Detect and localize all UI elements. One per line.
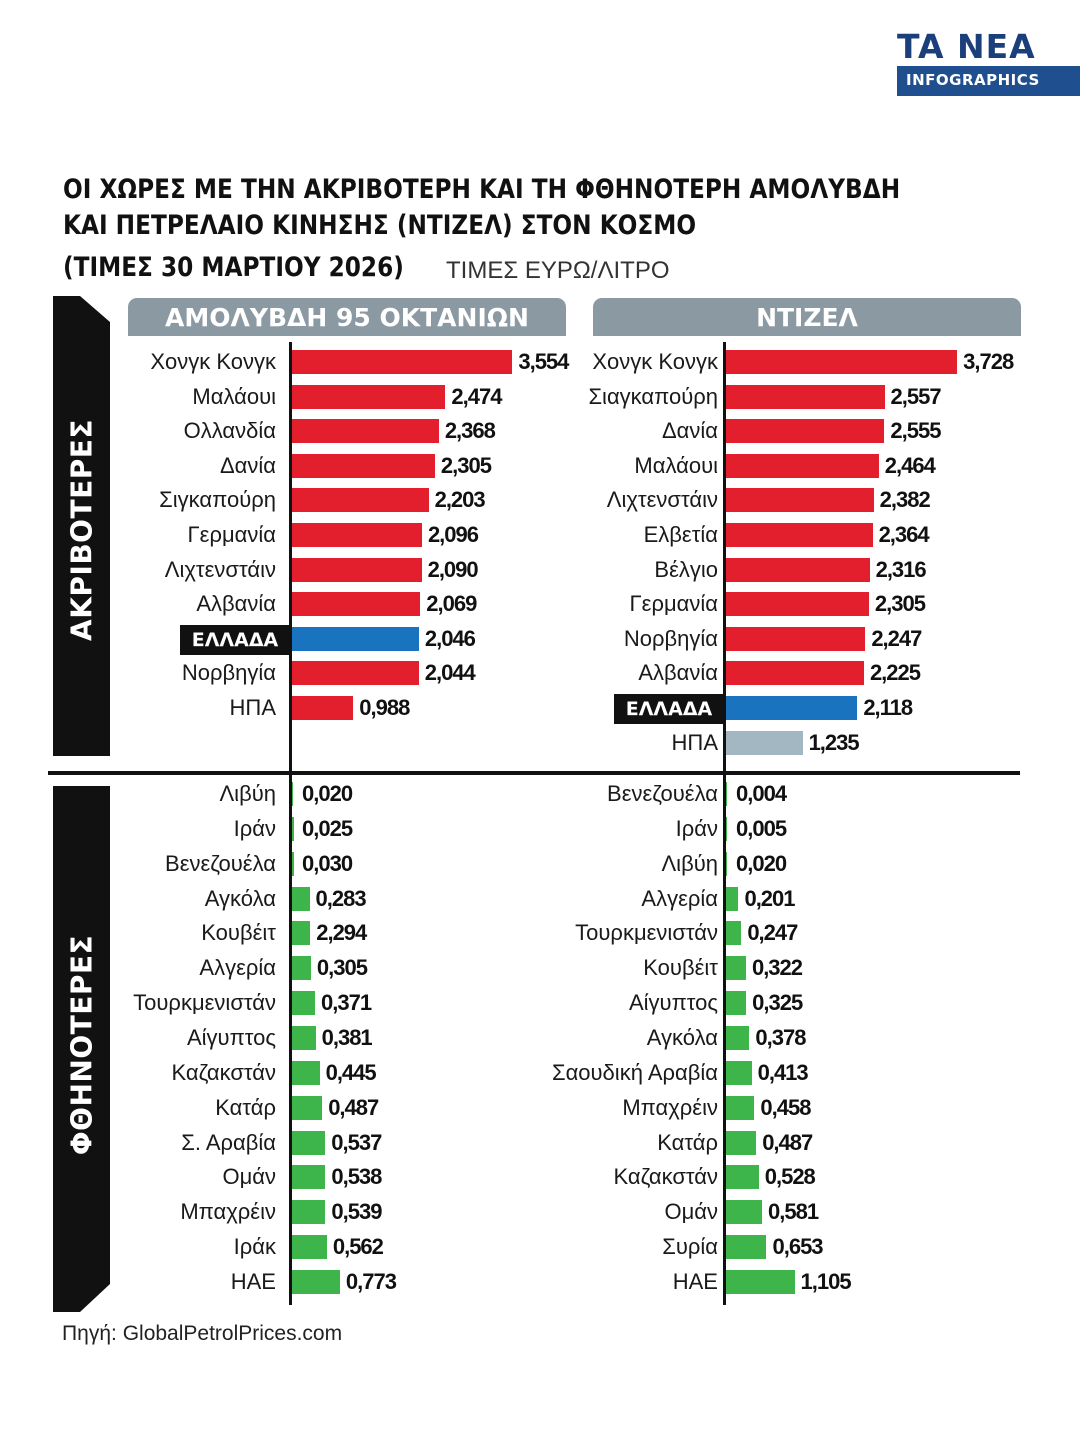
gasoline-cheap-country-label: Ιράν bbox=[233, 815, 276, 841]
gasoline-cheap-value-label: 0,025 bbox=[302, 815, 353, 841]
gasoline-cheap-bar bbox=[292, 1200, 325, 1224]
diesel-expensive-value-label: 1,235 bbox=[808, 729, 859, 755]
gasoline-expensive-country-label: Δανία bbox=[219, 452, 276, 478]
diesel-expensive-bar bbox=[726, 488, 874, 512]
diesel-cheap-bar bbox=[726, 1096, 754, 1120]
diesel-cheap-value-label: 0,528 bbox=[764, 1164, 815, 1190]
diesel-expensive-country-label: Λιχτενστάιν bbox=[606, 487, 718, 513]
gasoline-cheap-country-label: ΗΑΕ bbox=[230, 1268, 276, 1294]
gasoline-cheap-value-label: 0,562 bbox=[332, 1234, 383, 1260]
diesel-expensive-country-label: Ελβετία bbox=[643, 522, 718, 547]
gasoline-cheap-value-label: 0,773 bbox=[345, 1268, 396, 1294]
gasoline-cheap-country-label: Ιράκ bbox=[233, 1234, 276, 1260]
diesel-expensive-bar bbox=[726, 661, 864, 685]
diesel-cheap-country-label: Μπαχρέιν bbox=[622, 1094, 718, 1120]
gasoline-expensive-value-label: 2,203 bbox=[434, 487, 485, 513]
gasoline-cheap-value-label: 0,539 bbox=[331, 1199, 382, 1225]
gasoline-cheap-country-label: Τουρκμενιστάν bbox=[133, 990, 276, 1016]
gasoline-cheap-bar bbox=[292, 887, 310, 911]
gasoline-expensive-value-label: 2,305 bbox=[440, 452, 491, 478]
gasoline-expensive-value-label: 2,474 bbox=[451, 383, 502, 409]
diesel-expensive-value-label: 2,305 bbox=[874, 591, 925, 617]
gasoline-expensive-country-label: ΕΛΛΑΔΑ bbox=[180, 625, 290, 655]
source-note: Πηγή: GlobalPetrolPrices.com bbox=[62, 1322, 343, 1345]
gasoline-cheap-bar bbox=[292, 1131, 325, 1155]
diesel-expensive-country-label: Γερμανία bbox=[629, 591, 718, 617]
gasoline-expensive-country-label: Λιχτενστάιν bbox=[164, 556, 276, 582]
diesel-cheap-value-label: 0,458 bbox=[760, 1094, 811, 1120]
gasoline-expensive-country-label: Χονγκ Κονγκ bbox=[150, 349, 276, 374]
diesel-cheap-bar bbox=[726, 1235, 766, 1259]
gasoline-expensive-country-label: ΗΠΑ bbox=[229, 695, 276, 720]
diesel-cheap-value-label: 0,020 bbox=[736, 850, 787, 876]
gasoline-cheap-bar bbox=[292, 1096, 322, 1120]
gasoline-cheap-value-label: 0,537 bbox=[331, 1129, 382, 1155]
diesel-expensive-value-label: 2,225 bbox=[869, 660, 920, 686]
diesel-expensive-bar bbox=[726, 419, 884, 443]
gasoline-cheap-country-label: Κουβέιτ bbox=[201, 920, 276, 946]
gasoline-expensive-value-label: 0,988 bbox=[359, 695, 410, 720]
diesel-cheap-bar bbox=[726, 887, 738, 911]
diesel-cheap-value-label: 0,413 bbox=[757, 1059, 808, 1085]
gasoline-cheap-bar bbox=[292, 817, 294, 841]
gasoline-expensive-bar bbox=[292, 385, 445, 409]
diesel-expensive-bar bbox=[726, 350, 957, 374]
gasoline-expensive-bar bbox=[292, 350, 512, 374]
gasoline-cheap-bar bbox=[292, 991, 315, 1015]
diesel-cheap-country-label: Ομάν bbox=[664, 1199, 718, 1225]
gasoline-cheap-value-label: 0,371 bbox=[321, 990, 372, 1016]
diesel-cheap-value-label: 0,247 bbox=[747, 920, 798, 946]
diesel-expensive-country-label: Βέλγιο bbox=[654, 556, 718, 582]
diesel-cheap-bar bbox=[726, 1026, 749, 1050]
diesel-cheap-country-label: Ιράν bbox=[675, 815, 718, 841]
diesel-cheap-country-label: Τουρκμενιστάν bbox=[575, 920, 718, 946]
gasoline-cheap-bar bbox=[292, 921, 310, 945]
gasoline-cheap-bar bbox=[292, 1026, 316, 1050]
gasoline-cheap-country-label: Καζακστάν bbox=[171, 1059, 276, 1085]
diesel-cheap-value-label: 0,581 bbox=[768, 1199, 819, 1225]
diesel-cheap-country-label: Κατάρ bbox=[657, 1129, 718, 1155]
diesel-expensive-bar bbox=[726, 558, 870, 582]
diesel-cheap-bar bbox=[726, 852, 727, 876]
diesel-cheap-value-label: 0,005 bbox=[736, 815, 787, 841]
diesel-cheap-value-label: 0,201 bbox=[744, 885, 795, 911]
gasoline-cheap-country-label: Σ. Αραβία bbox=[181, 1129, 276, 1155]
diesel-cheap-value-label: 0,653 bbox=[772, 1234, 823, 1260]
gasoline-expensive-country-label: Σιγκαπούρη bbox=[159, 487, 276, 513]
gasoline-expensive-country-label: Μαλάουι bbox=[192, 383, 276, 409]
header-gasoline: ΑΜΟΛΥΒΔΗ 95 ΟΚΤΑΝΙΩΝ bbox=[128, 298, 566, 336]
brand-logo: TA NEA bbox=[897, 27, 1036, 66]
diesel-cheap-bar bbox=[726, 1061, 752, 1085]
chart-title-line-2: ΚΑΙ ΠΕΤΡΕΛΑΙΟ ΚΙΝΗΣΗΣ (ΝΤΙΖΕΛ) ΣΤΟΝ ΚΟΣΜΟ bbox=[63, 210, 697, 241]
gasoline-cheap-country-label: Αίγυπτος bbox=[187, 1024, 276, 1050]
diesel-expensive-country-label: Χονγκ Κονγκ bbox=[592, 349, 718, 374]
diesel-expensive-value-label: 2,555 bbox=[890, 418, 941, 444]
gasoline-expensive-bar bbox=[292, 419, 439, 443]
header-diesel: ΝΤΙΖΕΛ bbox=[593, 298, 1021, 336]
diesel-expensive-country-label: Αλβανία bbox=[638, 660, 718, 686]
gasoline-expensive-bar bbox=[292, 592, 420, 616]
diesel-cheap-country-label: Κουβέιτ bbox=[643, 955, 718, 981]
gasoline-cheap-value-label: 0,538 bbox=[331, 1164, 382, 1190]
gasoline-cheap-value-label: 0,020 bbox=[302, 781, 353, 806]
gasoline-cheap-bar bbox=[292, 1235, 327, 1259]
gasoline-cheap-country-label: Αλγερία bbox=[199, 955, 276, 981]
diesel-expensive-country-label: Δανία bbox=[661, 418, 718, 444]
gasoline-cheap-value-label: 2,294 bbox=[316, 920, 367, 946]
gasoline-expensive-value-label: 3,554 bbox=[518, 349, 569, 374]
brand-subtitle: INFOGRAPHICS bbox=[906, 71, 1040, 89]
diesel-cheap-bar bbox=[726, 1165, 759, 1189]
diesel-expensive-country-label: ΕΛΛΑΔΑ bbox=[614, 694, 724, 724]
gasoline-expensive-bar bbox=[292, 661, 419, 685]
gasoline-cheap-bar bbox=[292, 956, 311, 980]
diesel-cheap-country-label: Βενεζουέλα bbox=[607, 781, 718, 806]
diesel-cheap-bar bbox=[726, 1200, 762, 1224]
diesel-cheap-country-label: Αίγυπτος bbox=[629, 990, 718, 1016]
diesel-cheap-country-label: Σαουδική Αραβία bbox=[551, 1059, 718, 1085]
gasoline-expensive-bar bbox=[292, 558, 422, 582]
diesel-expensive-bar bbox=[726, 627, 865, 651]
gasoline-cheap-value-label: 0,381 bbox=[321, 1024, 372, 1050]
diesel-expensive-bar bbox=[726, 385, 885, 409]
gasoline-expensive-country-label: Νορβηγία bbox=[181, 660, 276, 686]
diesel-cheap-value-label: 0,325 bbox=[752, 990, 803, 1016]
gasoline-cheap-bar bbox=[292, 782, 293, 806]
gasoline-expensive-value-label: 2,368 bbox=[444, 418, 495, 444]
diesel-expensive-bar bbox=[726, 731, 803, 755]
diesel-cheap-country-label: Αλγερία bbox=[641, 885, 718, 911]
gasoline-expensive-value-label: 2,069 bbox=[426, 591, 477, 617]
diesel-expensive-value-label: 2,118 bbox=[863, 695, 913, 720]
gasoline-expensive-value-label: 2,096 bbox=[427, 522, 478, 547]
diesel-cheap-value-label: 0,378 bbox=[755, 1024, 806, 1050]
diesel-cheap-bar bbox=[726, 991, 746, 1015]
gasoline-cheap-country-label: Κατάρ bbox=[215, 1094, 276, 1120]
gasoline-cheap-country-label: Αγκόλα bbox=[204, 885, 276, 911]
diesel-expensive-value-label: 2,247 bbox=[871, 625, 922, 651]
gasoline-cheap-country-label: Λιβύη bbox=[219, 781, 276, 806]
gasoline-expensive-bar bbox=[292, 523, 422, 547]
diesel-cheap-bar bbox=[726, 1270, 795, 1294]
gasoline-expensive-bar bbox=[292, 627, 419, 651]
gasoline-expensive-bar bbox=[292, 696, 353, 720]
diesel-expensive-value-label: 2,364 bbox=[878, 522, 929, 547]
diesel-cheap-country-label: Αγκόλα bbox=[646, 1024, 718, 1050]
diesel-expensive-value-label: 2,464 bbox=[884, 452, 935, 478]
diesel-cheap-value-label: 0,004 bbox=[736, 781, 787, 806]
units-label: ΤΙΜΕΣ ΕΥΡΩ/ΛΙΤΡΟ bbox=[446, 257, 670, 284]
section-divider bbox=[48, 771, 1020, 775]
diesel-expensive-country-label: Μαλάουι bbox=[634, 452, 718, 478]
diesel-cheap-country-label: Λιβύη bbox=[661, 850, 718, 876]
chart-title-line-1: ΟΙ ΧΩΡΕΣ ΜΕ ΤΗΝ ΑΚΡΙΒΟΤΕΡΗ ΚΑΙ ΤΗ ΦΘΗΝΟΤΕΡΗ ΑΜΟΛΥΒΔΗ bbox=[63, 174, 901, 205]
diesel-cheap-value-label: 0,322 bbox=[751, 955, 803, 981]
diesel-expensive-country-label: Νορβηγία bbox=[623, 625, 718, 651]
gasoline-cheap-value-label: 0,030 bbox=[302, 850, 353, 876]
diesel-expensive-value-label: 2,382 bbox=[879, 487, 930, 513]
gasoline-expensive-bar bbox=[292, 454, 435, 478]
diesel-cheap-bar bbox=[726, 1131, 756, 1155]
gasoline-cheap-bar bbox=[292, 1270, 340, 1294]
diesel-expensive-country-label: ΗΠΑ bbox=[671, 729, 718, 755]
diesel-cheap-value-label: 1,105 bbox=[800, 1268, 851, 1294]
diesel-expensive-bar bbox=[726, 454, 879, 478]
diesel-cheap-country-label: Συρία bbox=[662, 1234, 718, 1260]
gasoline-cheap-country-label: Ομάν bbox=[222, 1164, 276, 1190]
gasoline-expensive-bar bbox=[292, 488, 429, 512]
diesel-expensive-bar bbox=[726, 592, 869, 616]
chart-title-line-3: (ΤΙΜΕΣ 30 ΜΑΡΤΙΟΥ 2026) bbox=[63, 252, 404, 283]
gasoline-cheap-country-label: Βενεζουέλα bbox=[165, 850, 276, 876]
gasoline-cheap-value-label: 0,305 bbox=[316, 955, 367, 981]
diesel-expensive-value-label: 3,728 bbox=[963, 349, 1014, 374]
gasoline-expensive-value-label: 2,090 bbox=[427, 556, 478, 582]
diesel-cheap-country-label: ΗΑΕ bbox=[672, 1268, 718, 1294]
diesel-expensive-country-label: Σιαγκαπούρη bbox=[588, 383, 718, 409]
gasoline-cheap-bar bbox=[292, 852, 294, 876]
gasoline-expensive-country-label: Ολλανδία bbox=[183, 418, 276, 444]
diesel-cheap-bar bbox=[726, 956, 746, 980]
gasoline-cheap-bar bbox=[292, 1061, 320, 1085]
gasoline-expensive-value-label: 2,044 bbox=[424, 660, 475, 686]
gasoline-cheap-bar bbox=[292, 1165, 325, 1189]
gasoline-cheap-country-label: Μπαχρέιν bbox=[180, 1199, 276, 1225]
diesel-expensive-value-label: 2,316 bbox=[875, 556, 926, 582]
gasoline-cheap-value-label: 0,445 bbox=[325, 1059, 376, 1085]
gasoline-cheap-value-label: 0,283 bbox=[315, 885, 366, 911]
gasoline-expensive-country-label: Αλβανία bbox=[196, 591, 276, 617]
gasoline-expensive-country-label: Γερμανία bbox=[187, 522, 276, 547]
gasoline-expensive-value-label: 2,046 bbox=[424, 625, 475, 651]
diesel-expensive-bar bbox=[726, 523, 873, 547]
gasoline-cheap-value-label: 0,487 bbox=[328, 1094, 379, 1120]
diesel-cheap-value-label: 0,487 bbox=[762, 1129, 813, 1155]
diesel-expensive-value-label: 2,557 bbox=[890, 383, 941, 409]
diesel-cheap-country-label: Καζακστάν bbox=[613, 1164, 718, 1190]
diesel-expensive-bar bbox=[726, 696, 857, 720]
diesel-cheap-bar bbox=[726, 921, 741, 945]
